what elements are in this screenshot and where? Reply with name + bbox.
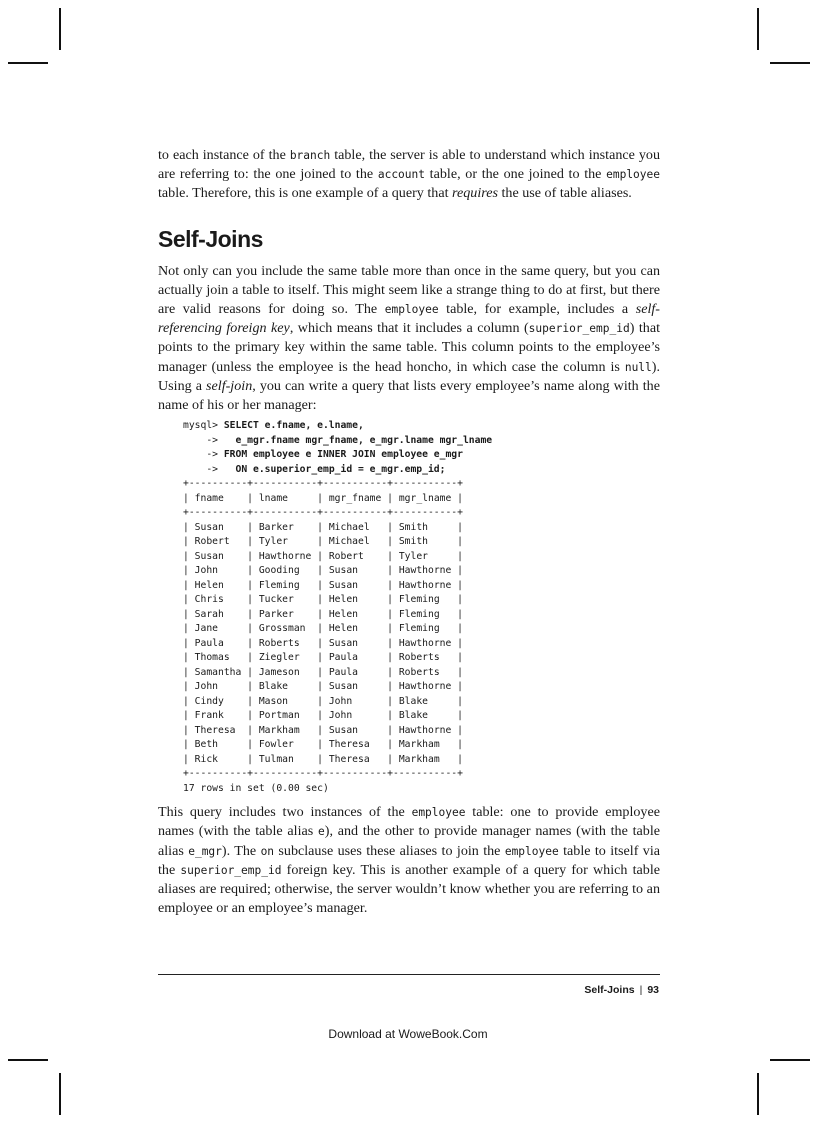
- table-cell: John: [328, 695, 382, 707]
- table-cell: Ziegler: [258, 652, 312, 664]
- table-cell: Fowler: [258, 739, 312, 751]
- table-cell: Michael: [328, 521, 382, 533]
- table-cell: Frank: [194, 710, 242, 722]
- table-row: | Jane | Grossman | Helen | Fleming |: [183, 623, 464, 635]
- table-cell: Fleming: [398, 594, 452, 606]
- table-cell: Mason: [258, 695, 312, 707]
- download-note: Download at WoweBook.Com: [328, 1027, 488, 1041]
- table-cell: Helen: [328, 608, 382, 620]
- table-row: | Chris | Tucker | Helen | Fleming |: [183, 594, 464, 606]
- table-row: | John | Blake | Susan | Hawthorne |: [183, 681, 464, 693]
- table-cell: Thomas: [194, 652, 242, 664]
- table-cell: Sarah: [194, 608, 242, 620]
- table-cell: Samantha: [194, 666, 242, 678]
- intro-paragraph: to each instance of the branch table, the server is able to understand which instance you are referring to: the one joined to the account table, or the one joined to the employee table. Therefore, this is one example of a query that requires the use of table aliases.: [158, 147, 661, 202]
- table-cell: Blake: [398, 695, 452, 707]
- table-row: | Samantha | Jameson | Paula | Roberts |: [183, 666, 464, 678]
- table-cell: Hawthorne: [258, 550, 312, 562]
- table-cell: Susan: [328, 579, 382, 591]
- table-cell: Theresa: [328, 739, 382, 751]
- table-row: | Susan | Hawthorne | Robert | Tyler |: [183, 550, 464, 562]
- table-cell: Helen: [328, 623, 382, 635]
- table-row: | John | Gooding | Susan | Hawthorne |: [183, 565, 464, 577]
- table-cell: Tyler: [258, 536, 312, 548]
- table-row: | Rick | Tulman | Theresa | Markham |: [183, 753, 464, 765]
- result-summary: 17 rows in set (0.00 sec): [183, 782, 329, 794]
- table-cell: Rick: [194, 753, 242, 765]
- table-cell: Susan: [194, 550, 242, 562]
- table-cell: Grossman: [258, 623, 312, 635]
- table-cell: Tyler: [398, 550, 452, 562]
- table-cell: Helen: [194, 579, 242, 591]
- table-cell: Tulman: [258, 753, 312, 765]
- table-cell: Theresa: [328, 753, 382, 765]
- table-cell: Blake: [398, 710, 452, 722]
- table-row: | Paula | Roberts | Susan | Hawthorne |: [183, 637, 464, 649]
- sql-line-4: ON e.superior_emp_id = e_mgr.emp_id;: [235, 463, 446, 475]
- table-cell: Susan: [328, 681, 382, 693]
- table-cell: Barker: [258, 521, 312, 533]
- table-cell: Gooding: [258, 565, 312, 577]
- table-cell: Jameson: [258, 666, 312, 678]
- code-listing: mysql> SELECT e.fname, e.lname, -> e_mgr.fname mgr_fname, e_mgr.lname mgr_lname -> FROM employee e INNER JOIN employee e_mgr -> ON e.superior_emp_id = e_mgr.emp_id; +----------+-----------+-----------+-----------+ | fname | lname | mgr_fname | mgr_lname | +----------+-----------+-----------+-----------+ | Susan | Barker | Michael | Smith | | Robert | Tyler | Michael | Smith | | Susan | Hawthorne | Robert | Tyler | | John | Gooding | Susan | Hawthorne | | Helen | Fleming | Susan | Hawthorne | | Chris | Tucker | Helen | Fleming | | Sarah | Parker | Helen | Fleming | | Jane | Grossman | Helen | Fleming | | Paula | Roberts | Susan | Hawthorne | | Thomas | Ziegler | Paula | Roberts | | Samantha | Jameson | Paula | Roberts | | John | Blake | Susan | Hawthorne | | Cindy | Mason | John | Blake | | Frank | Portman | John | Blake | | Theresa | Markham | Susan | Hawthorne | | Beth | Fowler | Theresa | Markham | | Rick | Tulman | Theresa | Markham | +----------+-----------+-----------+-----------+ 17 rows in set (0.00 sec): [183, 420, 493, 794]
- table-cell: Paula: [328, 666, 382, 678]
- column-header: lname: [258, 492, 312, 504]
- table-cell: Hawthorne: [398, 637, 452, 649]
- table-cell: Roberts: [398, 666, 452, 678]
- table-cell: Tucker: [258, 594, 312, 606]
- table-cell: Robert: [328, 550, 382, 562]
- table-row: | Robert | Tyler | Michael | Smith |: [183, 536, 464, 548]
- table-cell: Smith: [398, 536, 452, 548]
- table-row: | Cindy | Mason | John | Blake |: [183, 695, 464, 707]
- table-row: | Sarah | Parker | Helen | Fleming |: [183, 608, 464, 620]
- crop-mark-bottom-left-horizontal: [8, 1059, 48, 1061]
- table-cell: Susan: [328, 565, 382, 577]
- table-cell: Cindy: [194, 695, 242, 707]
- table-cell: Paula: [328, 652, 382, 664]
- table-cell: Roberts: [398, 652, 452, 664]
- column-header: mgr_lname: [398, 492, 452, 504]
- table-row: | Beth | Fowler | Theresa | Markham |: [183, 739, 464, 751]
- table-cell: Michael: [328, 536, 382, 548]
- table-cell: Fleming: [258, 579, 312, 591]
- crop-mark-top-right-vertical: [757, 8, 759, 50]
- crop-mark-bottom-right-horizontal: [770, 1059, 810, 1061]
- table-cell: Markham: [258, 724, 312, 736]
- crop-mark-bottom-left-vertical: [59, 1073, 61, 1115]
- self-join-paragraph: Not only can you include the same table more than once in the same query, but you can actually join a table to itself. This might seem like a strange thing to do at first, but there are valid reasons for doing so. The employee table, for example, includes a self-referencing foreign key, which means that it includes a column (superior_emp_id) that points to the primary key within the same table. This column points to the employee’s manager (unless the employee is the head honcho, in which case the column is null). Using a self-join, you can write a query that lists every employee’s name along with the name of his or her manager:: [158, 262, 660, 414]
- closing-paragraph: This query includes two instances of the employee table: one to provide employee names (with the table alias e), and the other to provide manager names (with the table alias e_mgr). The on subclause uses these aliases to join the employee table to itself via the superior_emp_id foreign key. This is another example of a query for which table aliases are required; otherwise, the server wouldn’t know whether you are referring to an employee or an employee’s manager.: [158, 804, 661, 917]
- table-cell: Portman: [258, 710, 312, 722]
- sql-line-1: SELECT e.fname, e.lname,: [223, 420, 364, 432]
- table-cell: Hawthorne: [398, 724, 452, 736]
- table-cell: Markham: [398, 753, 452, 765]
- result-table: +----------+-----------+-----------+-----------+ | fname | lname | mgr_fname | mgr_lname | +----------+-----------+-----------+-----------+ | Susan | Barker | Michael | Smith | | Robert | Tyler | Michael | Smith | | Susan | Hawthorne | Robert | Tyler | | John | Gooding | Susan | Hawthorne | | Helen | Fleming | Susan | Hawthorne | | Chris | Tucker | Helen | Fleming | | Sarah | Parker | Helen | Fleming | | Jane | Grossman | Helen | Fleming | | Paula | Roberts | Susan | Hawthorne | | Thomas | Ziegler | Paula | Roberts | | Samantha | Jameson | Paula | Roberts | | John | Blake | Susan | Hawthorne | | Cindy | Mason | John | Blake | | Frank | Portman | John | Blake | | Theresa | Markham | Susan | Hawthorne | | Beth | Fowler | Theresa | Markham | | Rick | Tulman | Theresa | Markham | +----------+-----------+-----------+-----------+ 17 rows in set (0.00 sec): [183, 478, 464, 794]
- page-footer: [584, 984, 659, 996]
- table-cell: John: [194, 565, 242, 577]
- table-cell: Robert: [194, 536, 242, 548]
- table-cell: Parker: [258, 608, 312, 620]
- crop-mark-top-left-vertical: [59, 8, 61, 50]
- table-header-row: | fname | lname | mgr_fname | mgr_lname |: [183, 492, 464, 504]
- table-cell: Chris: [194, 594, 242, 606]
- table-cell: Roberts: [258, 637, 312, 649]
- sql-line-2: e_mgr.fname mgr_fname, e_mgr.lname mgr_lname: [235, 434, 493, 446]
- footer-section-title: Self-Joins: [584, 984, 635, 996]
- table-cell: Fleming: [398, 623, 452, 635]
- table-cell: Susan: [194, 521, 242, 533]
- table-cell: Blake: [258, 681, 312, 693]
- table-row: | Thomas | Ziegler | Paula | Roberts |: [183, 652, 464, 664]
- table-cell: Theresa: [194, 724, 242, 736]
- table-cell: Susan: [328, 637, 382, 649]
- table-cell: Jane: [194, 623, 242, 635]
- column-header: fname: [194, 492, 242, 504]
- table-cell: Helen: [328, 594, 382, 606]
- page-content: [158, 146, 660, 918]
- table-cell: Paula: [194, 637, 242, 649]
- table-cell: John: [328, 710, 382, 722]
- table-cell: John: [194, 681, 242, 693]
- table-cell: Hawthorne: [398, 565, 452, 577]
- column-header: mgr_fname: [328, 492, 382, 504]
- table-cell: Beth: [194, 739, 242, 751]
- table-cell: Markham: [398, 739, 452, 751]
- table-row: | Susan | Barker | Michael | Smith |: [183, 521, 464, 533]
- table-cell: Smith: [398, 521, 452, 533]
- crop-mark-top-right-horizontal: [770, 62, 810, 64]
- table-row: | Theresa | Markham | Susan | Hawthorne |: [183, 724, 464, 736]
- table-row: | Frank | Portman | John | Blake |: [183, 710, 464, 722]
- table-cell: Hawthorne: [398, 579, 452, 591]
- section-title: Self-Joins: [158, 225, 263, 252]
- footer-separator: |: [639, 984, 643, 996]
- sql-line-3: FROM employee e INNER JOIN employee e_mgr: [223, 449, 463, 461]
- crop-mark-bottom-right-vertical: [757, 1073, 759, 1115]
- table-row: | Helen | Fleming | Susan | Hawthorne |: [183, 579, 464, 591]
- page-number: 93: [647, 984, 659, 996]
- table-cell: Susan: [328, 724, 382, 736]
- table-cell: Hawthorne: [398, 681, 452, 693]
- footer-rule: [158, 974, 660, 975]
- crop-mark-top-left-horizontal: [8, 62, 48, 64]
- table-cell: Fleming: [398, 608, 452, 620]
